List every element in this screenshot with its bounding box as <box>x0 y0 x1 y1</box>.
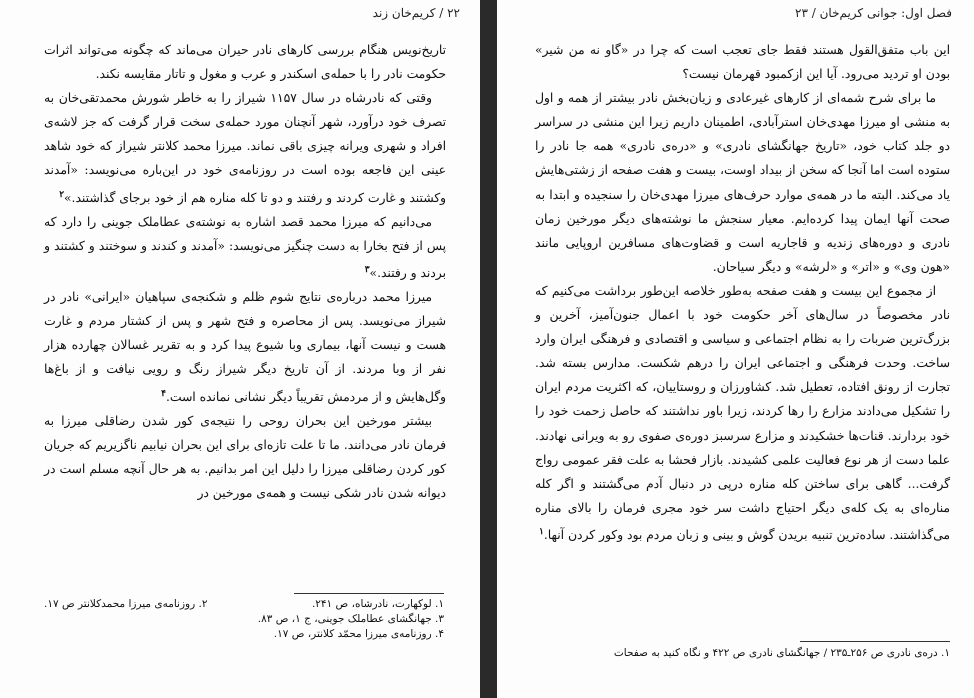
footnote: ۱. دره‌ی نادری ص ۲۵۶ـ۲۳۵ / جهانگشای نادری ص ۴۲۲ و نگاه کنید به صفحات <box>613 647 950 659</box>
left-page <box>0 0 480 698</box>
footnote-mark: ۲ <box>59 189 65 200</box>
right-page <box>497 0 974 698</box>
body-text <box>535 38 950 547</box>
paragraph: بیشتر مورخین این بحران روحی را نتیجه‌ی کور شدن رضاقلی میرزا به فرمان نادر می‌دانند. ما تا علت تازه‌ای برای این بحران نیابیم ناگزیریم که جریان کور کردن رضاقلی میرزا را دلیل این امر بدانیم. به هر حال آنچه مسلم است در دیوانه شدن نادر شکی نیست و همه‌ی مورخین در <box>44 413 446 500</box>
footnote-divider <box>800 641 950 642</box>
paragraph-text: از مجموع این بیست و هفت صفحه به‌طور خلاصه این‌طور برداشت می‌کنیم که نادر مخصوصاً در سال‌های آخر حکومت خود با اعمال جنون‌آمیز، آخرین و بزرگ‌ترین ضربات را به نظام اجتماعی و سیاسی و اقتصادی و فرهنگی ایران وارد ساخت. وحدت فرهنگی و اجتماعی ایران را درهم شکست. مدارس بسته شد. تجارت از رونق افتاده، تعطیل شد. کشاورزان و روستاییان، که اکثریت مردم ایران را تشکیل می‌دادند مزارع را رها کردند، زیرا باور نداشتند که حاصل زحمت خود را خود بردارند. قنات‌ها خشکیدند و مزارع سرسبز دوره‌ی صفوی رو به ویرانی نهادند. علما دست از هر نوع فعالیت علمی کشیدند. بازار فحشا به علت فقر عمومی رواج گرفت... گاهی برای ساختن کله مناره درپی در دنبال آدم می‌گشتند و اگر کله مناره‌ای به یک کله‌ی دیگر احتیاج داشت سر خود مجری فرمان را بالای مناره می‌گذاشتند. ساده‌ترین تنبیه بریدن گوش و بینی و زبان مردم بود وکور کردن آنها. <box>535 283 950 542</box>
paragraph: ما برای شرح شمه‌ای از کارهای غیرعادی و زیان‌بخش نادر بیشتر از همه و اول به منشی او میرزا مهدی‌خان استرآبادی، اطمینان داریم زیرا این منشی در سراسر دو جلد کتاب خود، «تاریخ جهانگشای نادری» و «دره‌ی نادری» همه جا نادر را ستوده است اما آنجا که سخن از بیداد اوست، بیست و هفت صفحه از زشتی‌هایش یاد می‌کند. البته ما در همه‌ی موارد حرف‌های میرزا مهدی‌خان را سنجیده و ابتدا به صحت آنها ایمان پیدا کرده‌ایم. معیار سنجش ما نوشته‌های دیگر مورخین زمان نادری و دوره‌های زندیه و قاجاریه است و قضاوت‌های مسافرین اروپایی مانند «هون وی» و «اتر» و «لرشه» و دیگر سیاحان. <box>535 91 950 274</box>
paragraph <box>535 279 950 547</box>
paragraph-text: وقتی که نادرشاه در سال ۱۱۵۷ شیراز را به خاطر شورش محمدتقی‌خان به تصرف خود درآورد، شهر آنچنان مورد حمله‌ی سخت قرار گرفت که جز لاشه‌ی افراد و شهری ویرانه چیزی باقی نماند. میرزا محمد کلانتر شیراز که خود شاهد عینی این فاجعه بوده است در روزنامه‌ی خود در این‌باره می‌نویسد: «آمدند وکشتند و غارت کردند و رفتند و دو تا کله مناره هم از خود برجای گذاشتند.» <box>44 91 446 205</box>
footnotes <box>535 646 950 661</box>
footnote: ۲. روزنامه‌ی میرزا محمدکلانتر ص ۱۷. <box>44 598 208 610</box>
footnote: ۳. جهانگشای عطاملک جوینی، ج ۱، ص ۸۳. <box>257 613 444 625</box>
footnotes <box>44 597 444 642</box>
book-gutter <box>480 0 497 698</box>
paragraph <box>44 285 446 409</box>
paragraph-text: می‌دانیم که میرزا محمد قصد اشاره به نوشته‌ی عطاملک جوینی را دارد که پس از فتح بخارا به دست چنگیز می‌نویسد: «آمدند و کندند و سوختند و کشتند و بردند و رفتند.» <box>44 214 446 281</box>
footnote: ۱. لوکهارت، نادرشاه، ص ۲۴۱. <box>311 598 444 610</box>
footnote-mark: ۴ <box>161 388 166 399</box>
footnote-divider <box>294 593 444 594</box>
paragraph: این باب متفق‌القول هستند فقط جای تعجب است که چرا در «گاو نه من شیر» بودن او تردید می‌رود. آیا این ازکمبود قهرمان نیست؟ <box>535 43 950 82</box>
page-header: ۲۲ / کریم‌خان زند <box>372 6 460 20</box>
paragraph <box>44 86 446 210</box>
paragraph: تاریخ‌نویس هنگام بررسی کارهای نادر حیران می‌ماند که چگونه می‌تواند اثرات حکومت نادر را با حمله‌ی اسکندر و عرب و مغول و تاتار مقایسه نکند. <box>44 43 446 82</box>
paragraph <box>44 210 446 285</box>
footnote: ۴. روزنامه‌ی میرزا محمّد کلانتر، ص ۱۷. <box>273 628 444 640</box>
paragraph-text: میرزا محمد درباره‌ی نتایج شوم ظلم و شکنجه‌ی سپاهیان «ایرانی» نادر در شیراز می‌نویسد. پس از محاصره و فتح شهر و پس از کشتار مردم و غارت هست و نیست آنها، بیماری وبا شیوع پیدا کرد و به تقریر غسالان چهارده هزار نفر از وبا مردند. از آن تاریخ دیگر شیراز رنگ و رویی نیافت و از باغ‌ها وگل‌هایش و از مردمش تقریباً دیگر نشانی نمانده است. <box>44 290 446 404</box>
body-text <box>44 38 446 505</box>
page-header: فصل اول: جوانی کریم‌خان / ۲۳ <box>795 6 952 20</box>
footnote-mark: ۳ <box>364 264 370 275</box>
footnote-mark: ۱ <box>539 526 544 537</box>
